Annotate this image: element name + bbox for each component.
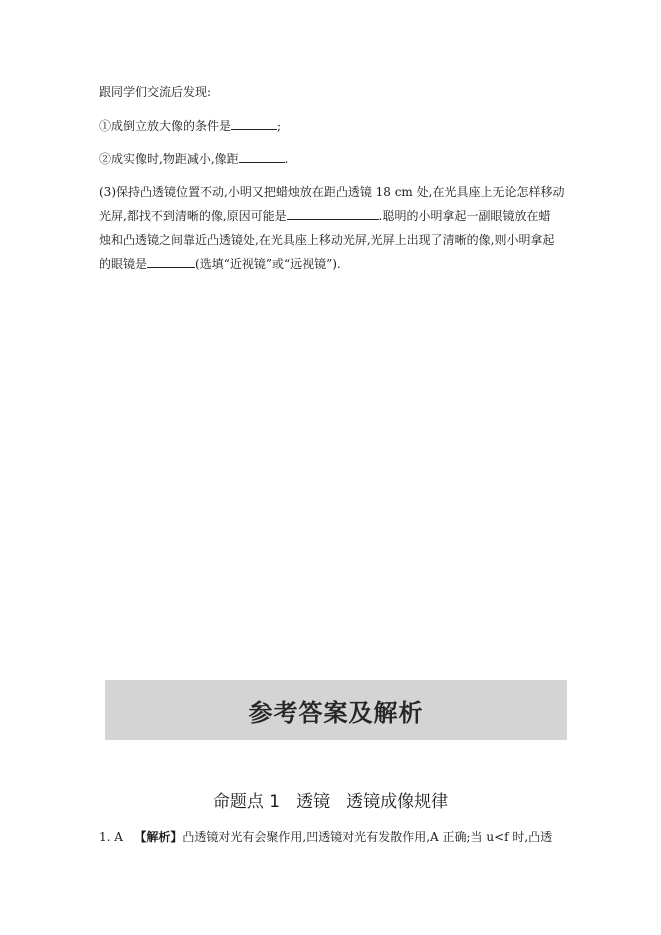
answer-blank-1[interactable] bbox=[231, 117, 277, 130]
analysis-tag: 【解析】 bbox=[134, 830, 183, 844]
section-heading bbox=[0, 787, 661, 812]
item-1-prefix: ①成倒立放大像的条件是 bbox=[99, 119, 232, 133]
answer-blank-4[interactable] bbox=[147, 255, 195, 268]
line-4-prefix: 的眼镜是 bbox=[99, 257, 148, 271]
section-label: 命题点 1 bbox=[212, 792, 281, 812]
item-2-prefix: ②成实像时,物距减小,像距 bbox=[99, 152, 239, 166]
intro-text: 跟同学们交流后发现: bbox=[99, 85, 212, 99]
part-3-line-3: 烛和凸透镜之间靠近凸透镜处,在光具座上移动光屏,光屏上出现了清晰的像,则小明拿起 bbox=[99, 233, 555, 247]
answer-text: 凸透镜对光有会聚作用,凹透镜对光有发散作用,A 正确;当 u<f 时,凸透 bbox=[182, 830, 553, 844]
line-4-suffix: (选填“近视镜”或“远视镜”). bbox=[195, 257, 341, 271]
answer-number: 1. A bbox=[99, 830, 123, 844]
part-3-line-2 bbox=[99, 204, 563, 228]
part-3-line-4 bbox=[99, 252, 563, 276]
line-2-prefix: 光屏,都找不到清晰的像,原因可能是 bbox=[99, 209, 287, 223]
item-2-suffix: . bbox=[284, 152, 289, 166]
banner-title: 参考答案及解析 bbox=[248, 698, 424, 727]
answer-item-1 bbox=[99, 829, 552, 845]
answer-blank-3[interactable] bbox=[287, 207, 379, 220]
section-topic-1: 透镜 bbox=[296, 792, 331, 812]
answers-banner bbox=[105, 680, 567, 740]
question-item-2 bbox=[99, 150, 288, 167]
question-part-3 bbox=[99, 180, 563, 276]
part-3-line-1: (3)保持凸透镜位置不动,小明又把蜡烛放在距凸透镜 18 cm 处,在光具座上无论怎样移动 bbox=[99, 185, 565, 199]
answer-blank-2[interactable] bbox=[239, 150, 285, 163]
section-topic-2: 透镜成像规律 bbox=[346, 792, 449, 812]
question-item-1 bbox=[99, 117, 281, 134]
line-2-suffix: .聪明的小明拿起一副眼镜放在蜡 bbox=[378, 209, 551, 223]
item-1-suffix: ; bbox=[277, 119, 282, 133]
